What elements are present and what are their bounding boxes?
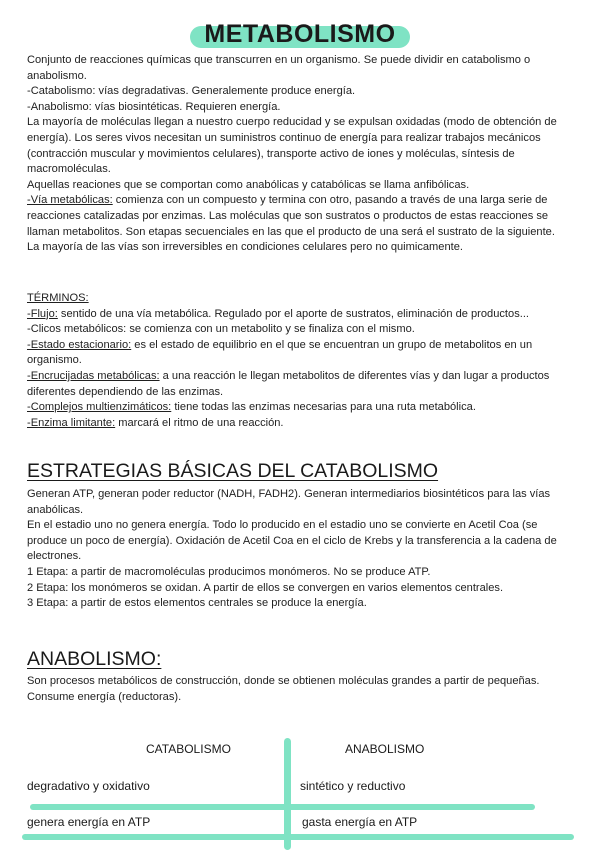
term-item <box>27 369 575 400</box>
via-paragraph <box>27 193 575 240</box>
anabolism-paragraph: Son procesos metabólicos de construcción, donde se obtienen moléculas grandes a partir de pequeñas. Consume energía (reductoras). <box>27 675 540 703</box>
table-cell: sintético y reductivo <box>300 779 406 793</box>
table-cell: degradativo y oxidativo <box>27 779 150 793</box>
table-header-anabolism: ANABOLISMO <box>345 742 425 756</box>
intro-paragraph: -Anabolismo: vías biosintéticas. Requieren energía. <box>27 100 281 113</box>
term-text: -Clicos metabólicos: se comienza con un metabolito y se finaliza con el mismo. <box>27 323 415 336</box>
catabolism-section <box>27 487 575 612</box>
term-label: -Complejos multienzimáticos: <box>27 401 172 414</box>
via-term: -Vía metabólicas: <box>27 194 113 207</box>
terms-section <box>27 291 575 431</box>
catabolism-heading: ESTRATEGIAS BÁSICAS DEL CATABOLISMO <box>27 460 439 482</box>
catabolism-paragraph: 1 Etapa: a partir de macromoléculas producimos monómeros. No se produce ATP. <box>27 565 431 578</box>
terms-heading: TÉRMINOS: <box>27 292 89 304</box>
term-label: -Enzima limitante: <box>27 416 116 429</box>
intro-paragraph: -Catabolismo: vías degradativas. Generalemente produce energía. <box>27 85 356 98</box>
intro-paragraph: Aquellas reaciones que se comportan como anabólicas y catabólicas se llama anfibólicas. <box>27 178 470 191</box>
term-item <box>27 338 575 369</box>
term-text: es el estado de equilibrio en el que se encuentran un grupo de metabolitos en un organismo. <box>27 338 533 367</box>
catabolism-paragraph: 2 Etapa: los monómeros se oxidan. A partir de ellos se convergen en varios elementos centrales. <box>27 581 504 594</box>
term-text: marcará el ritmo de una reacción. <box>115 416 284 429</box>
term-item <box>27 322 575 338</box>
title-wrap <box>0 20 600 49</box>
anabolism-heading: ANABOLISMO: <box>27 648 162 670</box>
anabolism-section <box>27 674 575 705</box>
term-text: sentido de una vía metabólica. Regulado por el aporte de sustratos, eliminación de productos... <box>57 307 529 320</box>
catabolism-paragraph: En el estadio uno no genera energía. Todo lo producido en el estadio uno se convierte en Acetil Coa (se produce un poco de energía). Oxidación de Acetil Coa en el ciclo de Krebs y la transferencia a la cadena de electrones. <box>27 519 557 563</box>
via-text: comienza con un compuesto y termina con otro, pasando a través de una larga serie de reacciones catalizadas por enzimas. Las moléculas que son sustratos o productos de estas reacciones se llaman metabolitos. Son etapas secuenciales en las que el producto de una será el sustrato de la siguiente. <box>27 194 555 238</box>
table-cell: gasta energía en ATP <box>302 815 418 829</box>
page-title <box>196 20 403 49</box>
comparison-table <box>0 730 600 848</box>
table-horizontal-divider <box>30 804 535 810</box>
irreversible-paragraph: La mayoría de las vías son irreversibles en condiciones celulares pero no quimicamente. <box>27 241 463 254</box>
term-label: -Flujo: <box>27 307 58 320</box>
intro-section <box>27 53 575 256</box>
table-cell: genera energía en ATP <box>27 815 151 829</box>
catabolism-paragraph: Generan ATP, generan poder reductor (NADH, FADH2). Generan intermediarios biosintéticos para las vías anabólicas. <box>27 488 551 516</box>
term-item <box>27 307 575 323</box>
table-header-catabolism: CATABOLISMO <box>146 742 231 756</box>
term-text: tiene todas las enzimas necesarias para una ruta metabólica. <box>171 401 476 414</box>
catabolism-paragraph: 3 Etapa: a partir de estos elementos centrales se produce la energía. <box>27 597 367 610</box>
intro-paragraph: Conjunto de reacciones químicas que transcurren en un organismo. Se puede dividir en catabolismo o anabolismo. <box>27 54 531 82</box>
term-item <box>27 416 575 432</box>
term-label: -Estado estacionario: <box>27 338 132 351</box>
term-item <box>27 400 575 416</box>
page-title-text: METABOLISMO <box>204 20 396 48</box>
table-horizontal-divider <box>22 834 574 840</box>
intro-paragraph: La mayoría de moléculas llegan a nuestro cuerpo reducidad y se expulsan oxidadas (modo de obtención de energía). Los seres vivos necesitan un suministros continuo de energía para realizar trabajos mecánicos (contracción muscular y movimientos celulares), transporte activo de iones y moléculas, síntesis de macromoléculas. <box>27 116 557 176</box>
term-label: -Encrucijadas metabólicas: <box>27 369 160 382</box>
term-text: a una reacción le llegan metabolitos de diferentes vías y dan lugar a productos diferentes dependiendo de las enzimas. <box>27 369 550 398</box>
